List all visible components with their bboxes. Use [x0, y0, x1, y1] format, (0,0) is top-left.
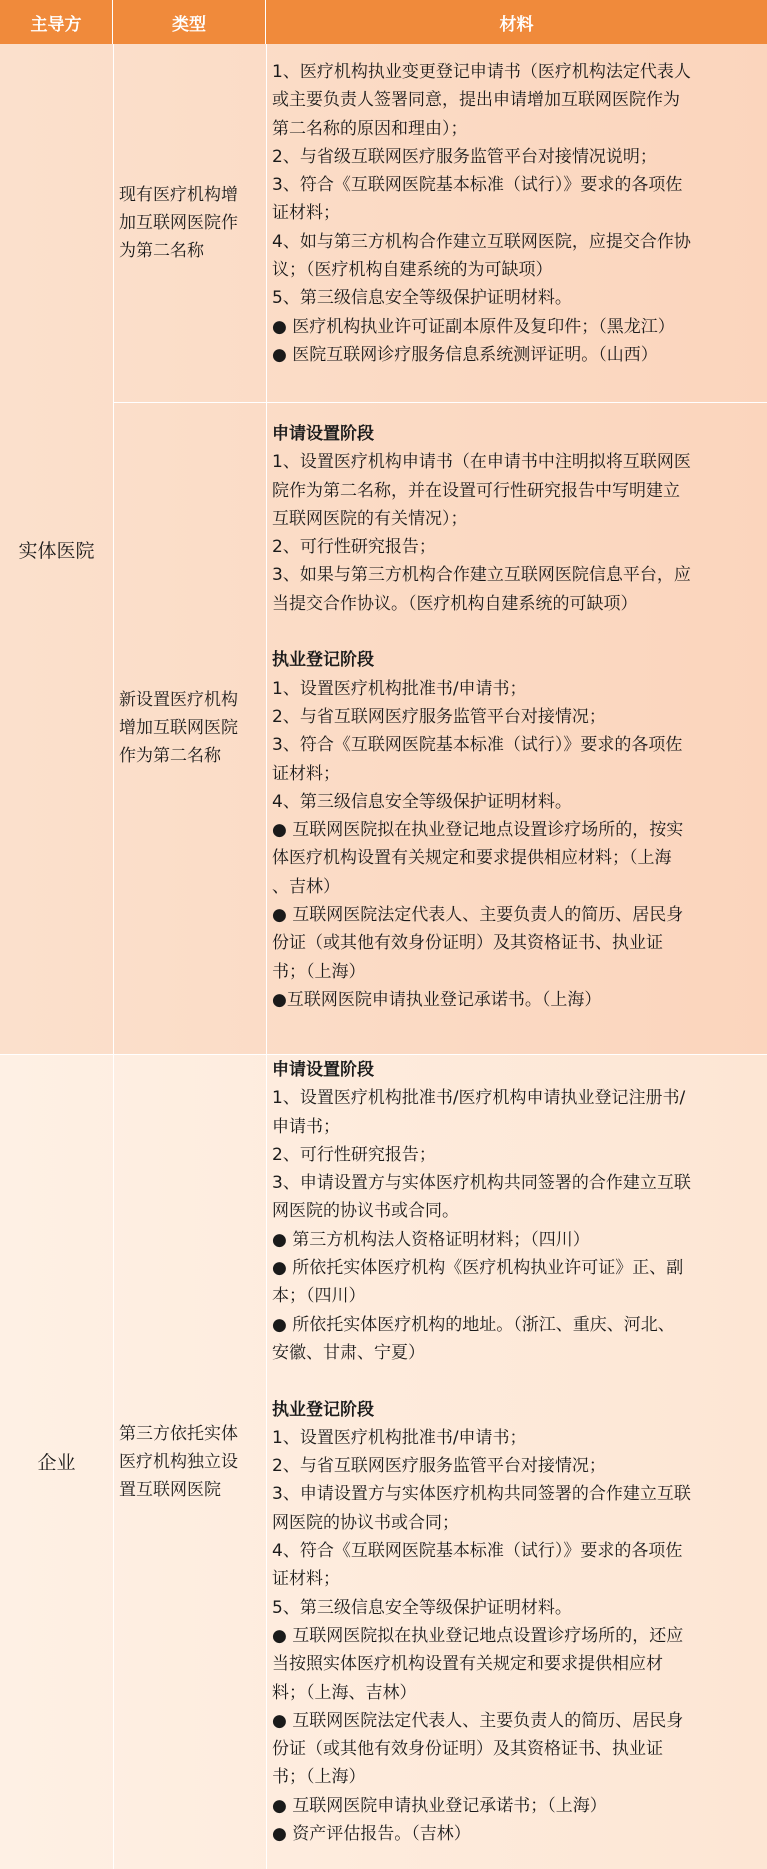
material-line: 1、设置医疗机构批准书/申请书；: [272, 678, 527, 699]
material-line: ● 所依托实体医疗机构《医疗机构执业许可证》正、副: [272, 1258, 684, 1279]
stage-heading: 执业登记阶段: [272, 650, 374, 671]
material-line: 1、设置医疗机构申请书（在申请书中注明拟将互联网医: [272, 452, 691, 473]
material-line: ● 医院互联网诊疗服务信息系统测评证明。（山西）: [272, 344, 658, 365]
material-line: 、吉林）: [272, 876, 340, 897]
spacer: [272, 618, 759, 646]
material-line: ● 互联网医院申请执业登记承诺书；（上海）: [272, 1795, 607, 1816]
material-line: 申请书；: [272, 1116, 340, 1137]
type-cell-existing: [113, 44, 266, 402]
material-line: 或主要负责人签署同意，提出申请增加互联网医院作为: [272, 90, 680, 111]
material-line: 院作为第二名称，并在设置可行性研究报告中写明建立: [272, 480, 680, 501]
material-line: 书；（上海）: [272, 1767, 366, 1788]
leader-cell-hospital: 实体医院: [18, 539, 95, 562]
material-line: 1、设置医疗机构批准书/医疗机构申请执业登记注册书/: [272, 1088, 686, 1109]
material-line: 证材料；: [272, 763, 340, 784]
material-line: 证材料；: [272, 1569, 340, 1590]
material-line: 证材料；: [272, 203, 340, 224]
material-line: ● 资产评估报告。（吉林）: [272, 1824, 471, 1845]
type-line: 第三方依托实体: [119, 1423, 238, 1444]
material-line: 份证（或其他有效身份证明）及其资格证书、执业证: [272, 1739, 663, 1760]
material-line: 5、第三级信息安全等级保护证明材料。: [272, 288, 572, 309]
table-header: [0, 0, 767, 44]
material-line: 4、符合《互联网医院基本标准（试行）》要求的各项佐: [272, 1541, 683, 1562]
material-line: 2、与省级互联网医疗服务监管平台对接情况说明；: [272, 146, 657, 167]
material-line: 书；（上海）: [272, 961, 366, 982]
material-line: 4、第三级信息安全等级保护证明材料。: [272, 791, 572, 812]
type-cell-third-party: [113, 1054, 266, 1869]
material-line: 3、如果与第三方机构合作建立互联网医院信息平台，应: [272, 565, 691, 586]
type-line: 作为第二名称: [119, 746, 221, 766]
material-line: 网医院的协议书或合同；: [272, 1512, 459, 1533]
material-line: 3、符合《互联网医院基本标准（试行）》要求的各项佐: [272, 735, 683, 756]
material-line: ● 互联网医院拟在执业登记地点设置诊疗场所的，还应: [272, 1625, 684, 1646]
material-line: 安徽、甘肃、宁夏）: [272, 1342, 425, 1363]
type-line: 置互联网医院: [119, 1479, 221, 1500]
material-line: 互联网医院的有关情况）；: [272, 508, 468, 529]
material-line: 2、可行性研究报告；: [272, 1144, 436, 1165]
materials-cell-third-party: [266, 1056, 767, 1848]
type-line: 增加互联网医院: [119, 718, 238, 738]
material-line: ● 互联网医院拟在执业登记地点设置诊疗场所的，按实: [272, 820, 684, 841]
material-line: 3、符合《互联网医院基本标准（试行）》要求的各项佐: [272, 175, 683, 196]
type-line: 医疗机构独立设: [119, 1451, 238, 1472]
material-line: 3、申请设置方与实体医疗机构共同签署的合作建立互联: [272, 1173, 691, 1194]
material-line: 议；（医疗机构自建系统的为可缺项）: [272, 260, 553, 281]
material-line: 料；（上海、吉林）: [272, 1682, 417, 1703]
material-line: 份证（或其他有效身份证明）及其资格证书、执业证: [272, 933, 663, 954]
spacer: [272, 1367, 759, 1395]
material-line: 4、如与第三方机构合作建立互联网医院，应提交合作协: [272, 231, 691, 252]
material-line: 2、与省互联网医疗服务监管平台对接情况；: [272, 706, 606, 727]
material-line: ●互联网医院申请执业登记承诺书。（上海）: [272, 989, 602, 1010]
material-line: 体医疗机构设置有关规定和要求提供相应材料；（上海: [272, 848, 672, 869]
material-line: 3、申请设置方与实体医疗机构共同签署的合作建立互联: [272, 1484, 691, 1505]
material-line: 当提交合作协议。（医疗机构自建系统的可缺项）: [272, 593, 638, 614]
materials-cell-existing: [266, 58, 767, 369]
stage-heading: 申请设置阶段: [272, 1060, 374, 1080]
material-line: ● 第三方机构法人资格证明材料；（四川）: [272, 1229, 590, 1250]
material-line: 1、设置医疗机构批准书/申请书；: [272, 1427, 527, 1448]
material-line: 2、与省互联网医疗服务监管平台对接情况；: [272, 1456, 606, 1477]
material-line: ● 医疗机构执业许可证副本原件及复印件；（黑龙江）: [272, 316, 675, 337]
type-line: 现有医疗机构增: [119, 185, 238, 205]
material-line: 1、医疗机构执业变更登记申请书（医疗机构法定代表人: [272, 62, 691, 82]
material-line: 5、第三级信息安全等级保护证明材料。: [272, 1597, 572, 1618]
type-line: 为第二名称: [119, 241, 204, 261]
material-line: ● 互联网医院法定代表人、主要负责人的简历、居民身: [272, 905, 684, 926]
header-type: 类型: [113, 0, 266, 44]
type-line: 新设置医疗机构: [119, 690, 238, 710]
type-line: 加互联网医院作: [119, 213, 238, 233]
header-materials: 材料: [499, 14, 534, 35]
header-leader: 主导方: [0, 0, 113, 44]
type-cell-new: [113, 402, 266, 1054]
stage-heading: 执业登记阶段: [272, 1399, 374, 1420]
material-line: ● 所依托实体医疗机构的地址。（浙江、重庆、河北、: [272, 1314, 675, 1335]
leader-cell-enterprise: 企业: [37, 1452, 76, 1474]
material-line: 网医院的协议书或合同。: [272, 1201, 459, 1222]
materials-cell-new: [266, 420, 767, 1014]
material-line: 当按照实体医疗机构设置有关规定和要求提供相应材: [272, 1654, 663, 1675]
material-line: 2、可行性研究报告；: [272, 537, 436, 558]
material-line: 本；（四川）: [272, 1286, 366, 1307]
material-line: ● 互联网医院法定代表人、主要负责人的简历、居民身: [272, 1710, 684, 1731]
material-line: 第二名称的原因和理由）；: [272, 118, 468, 139]
stage-heading: 申请设置阶段: [272, 424, 374, 444]
